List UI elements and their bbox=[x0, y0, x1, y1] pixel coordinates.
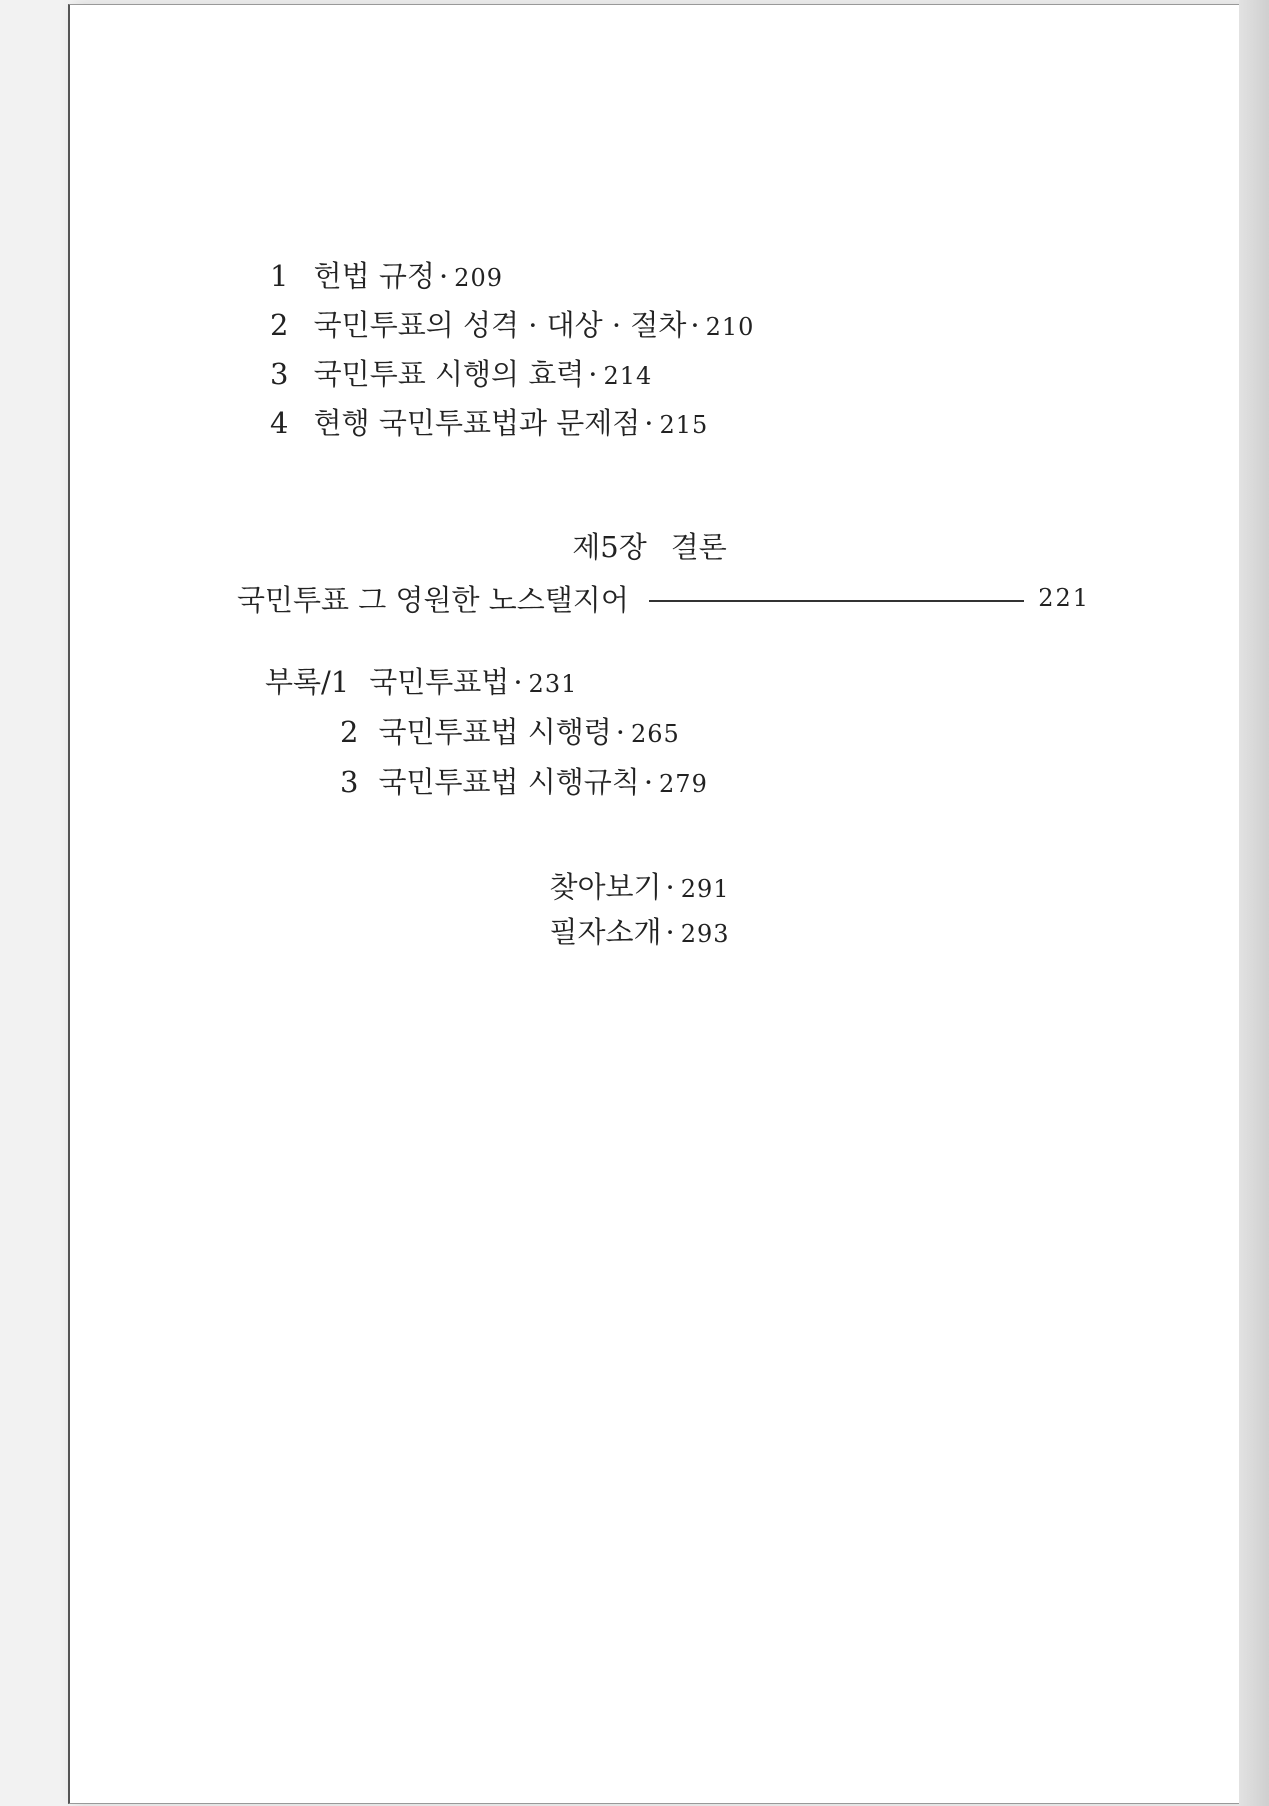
toc-entry-page: 215 bbox=[659, 411, 709, 439]
toc-entry-title: 국민투표 시행의 효력 bbox=[313, 357, 585, 391]
chapter-entry-page: 221 bbox=[1038, 584, 1090, 612]
toc-entry-number: 3 bbox=[270, 357, 289, 391]
toc-entry-title: 국민투표의 성격 · 대상 · 절차 bbox=[313, 308, 687, 342]
author-title: 필자소개 bbox=[549, 915, 662, 949]
appendix-entry-title: 국민투표법 시행규칙 bbox=[378, 765, 640, 799]
index-entry bbox=[0, 865, 1269, 906]
toc-entry-number: 4 bbox=[270, 406, 289, 440]
chapter-heading bbox=[0, 525, 1269, 566]
toc-entry-number: 2 bbox=[270, 308, 289, 342]
author-page: 293 bbox=[680, 920, 730, 948]
appendix-entry bbox=[340, 714, 680, 752]
separator-dot: · bbox=[644, 406, 654, 440]
appendix-label: 부록/1 bbox=[265, 665, 350, 699]
index-page: 291 bbox=[680, 875, 730, 903]
toc-entry-page: 214 bbox=[603, 362, 653, 390]
separator-dot: · bbox=[665, 915, 675, 949]
separator-dot: · bbox=[690, 308, 700, 342]
appendix-entry-title: 국민투표법 시행령 bbox=[378, 715, 612, 749]
appendix-entry-title: 국민투표법 bbox=[369, 665, 510, 699]
index-title: 찾아보기 bbox=[549, 870, 662, 904]
chapter-entry bbox=[237, 578, 1090, 618]
separator-dot: · bbox=[513, 665, 523, 699]
toc-entry bbox=[270, 307, 754, 345]
toc-entry-page: 209 bbox=[454, 264, 503, 292]
toc-entry-title: 헌법 규정 bbox=[313, 259, 435, 293]
appendix-entry-number: 3 bbox=[340, 765, 359, 799]
chapter-title: 결론 bbox=[670, 530, 727, 564]
leader-line bbox=[649, 600, 1024, 602]
toc-entry-title: 현행 국민투표법과 문제점 bbox=[313, 406, 641, 440]
chapter-label: 제5장 bbox=[572, 530, 647, 564]
separator-dot: · bbox=[643, 765, 654, 799]
appendix-entry-page: 279 bbox=[659, 770, 708, 798]
toc-entry bbox=[270, 258, 503, 296]
author-entry bbox=[0, 910, 1269, 951]
separator-dot: · bbox=[665, 870, 675, 904]
appendix-entry-page: 265 bbox=[631, 720, 680, 748]
toc-entry bbox=[270, 356, 652, 394]
appendix-entry-number: 2 bbox=[340, 715, 359, 749]
separator-dot: · bbox=[588, 357, 598, 391]
appendix-entry-page: 231 bbox=[528, 670, 578, 698]
toc-entry bbox=[270, 405, 708, 443]
separator-dot: · bbox=[438, 259, 449, 293]
separator-dot: · bbox=[615, 715, 626, 749]
toc-entry-number: 1 bbox=[270, 259, 289, 293]
appendix-entry bbox=[265, 664, 577, 702]
appendix-entry bbox=[340, 764, 708, 802]
toc-entry-page: 210 bbox=[705, 313, 755, 341]
chapter-entry-title: 국민투표 그 영원한 노스탤지어 bbox=[237, 582, 629, 617]
